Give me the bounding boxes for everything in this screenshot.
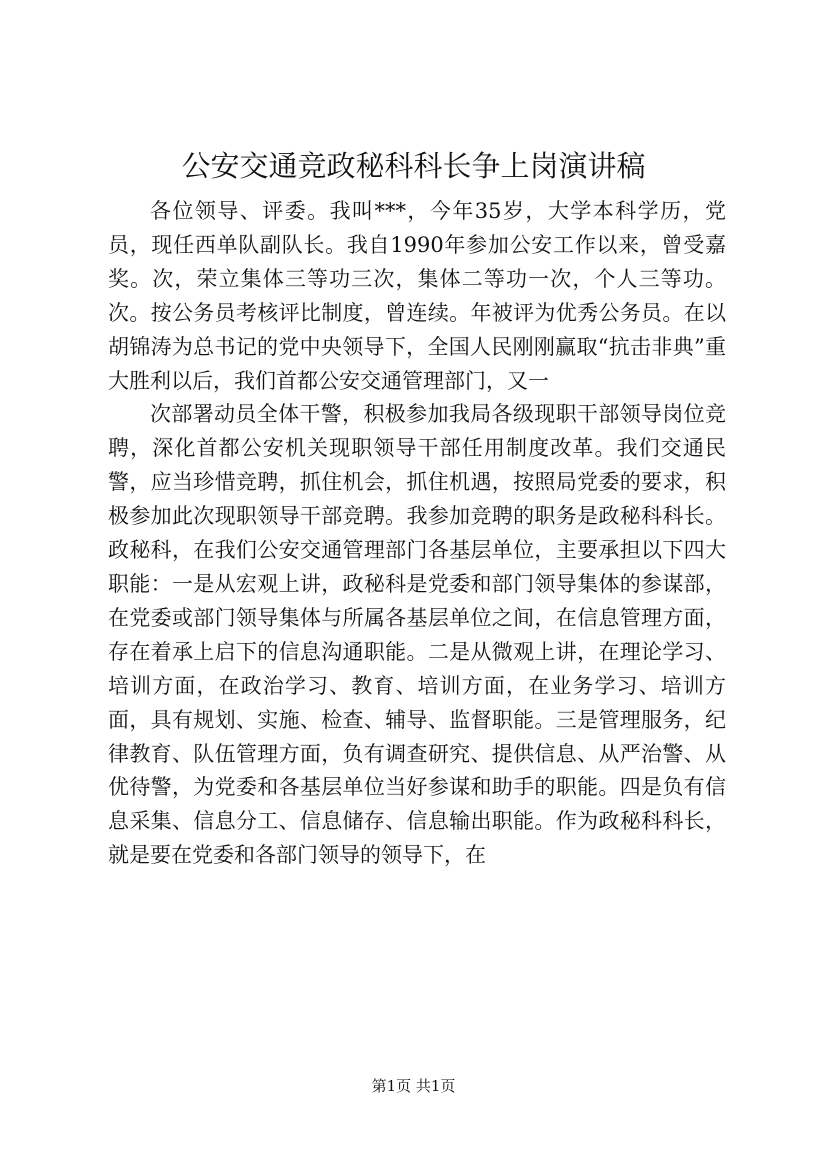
page-footer: 第1页 共1页	[371, 1077, 456, 1095]
paragraph-2: 次部署动员全体干警，积极参加我局各级现职干部领导岗位竞聘，深化首都公安机关现职领导干部任用制度改革。我们交通民警，应当珍惜竞聘，抓住机会，抓住机遇，按照局党委的要求，积极参加此次现职领导干部竞聘。我参加竞聘的职务是政秘科科长。政秘科，在我们公安交通管理部门各基层单位，主要承担以下四大职能：一是从宏观上讲，政秘科是党委和部门领导集体的参谋部，在党委或部门领导集体与所属各基层单位之间，在信息管理方面，存在着承上启下的信息沟通职能。二是从微观上讲，在理论学习、培训方面，在政治学习、教育、培训方面，在业务学习、培训方面，具有规划、实施、检查、辅导、监督职能。三是管理服务，纪律教育、队伍管理方面，负有调查研究、提供信息、从严治警、从优待警，为党委和各基层单位当好参谋和助手的职能。四是负有信息采集、信息分工、信息储存、信息输出职能。作为政秘科科长，就是要在党委和各部门领导的领导下，在	[108, 402, 726, 868]
document-title: 公安交通竞政秘科科长争上岗演讲稿	[181, 149, 646, 183]
paragraph-1: 各位领导、评委。我叫***，今年35岁，大学本科学历，党员，现任西单队副队长。我自1990年参加公安工作以来，曾受嘉奖。次，荣立集体三等功三次，集体二等功一次，个人三等功。次。按公务员考核评比制度，曾连续。年被评为优秀公务员。在以胡锦涛为总书记的党中央领导下，全国人民刚刚赢取“抗击非典”重大胜利以后，我们首都公安交通管理部门，又一	[108, 199, 726, 393]
document-body	[108, 195, 726, 873]
